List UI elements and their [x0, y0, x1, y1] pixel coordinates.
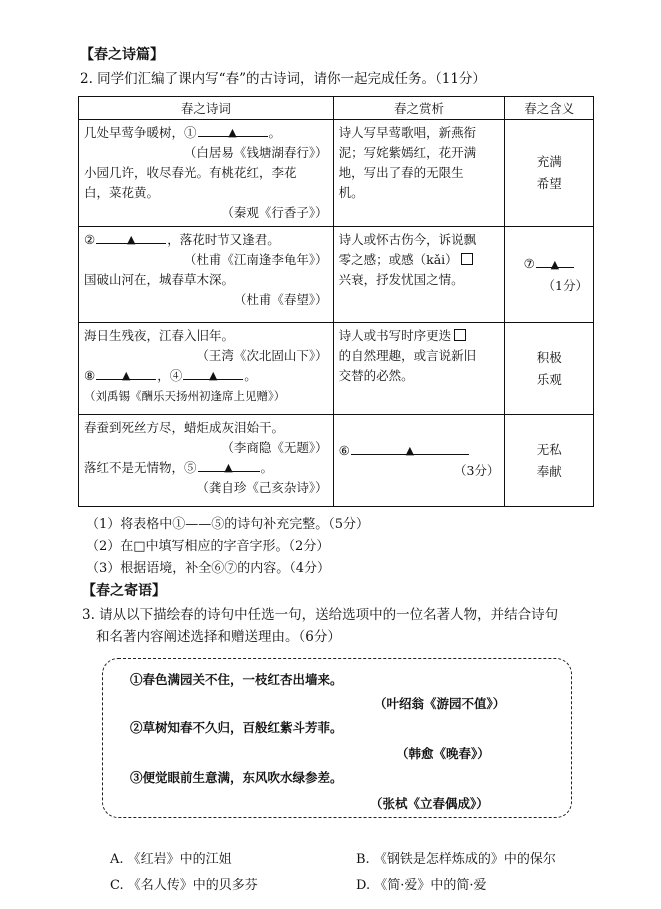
meaning-text: 奉献 — [536, 463, 562, 479]
poem-source: （王湾《次北固山下》） — [196, 348, 328, 363]
poem-line: 国破山河在，城春草木深。 — [84, 272, 235, 287]
option-d[interactable]: D. 《简·爱》中的简·爱 — [356, 878, 487, 893]
poem-line: ⑧ — [84, 368, 96, 383]
answer-blank[interactable] — [198, 126, 268, 137]
poem-line: ② — [84, 232, 96, 247]
poem-source: （白居易《钱塘湖春行》） — [183, 145, 328, 160]
poem-line: 海日生残夜，江春入旧年。 — [84, 328, 235, 343]
poetry-table — [78, 96, 594, 507]
question-3-prompt-line2: 和名著内容阐述选择和赠送理由。（6分） — [96, 629, 341, 645]
blank-marker-icon: ▲ — [228, 126, 237, 139]
poem-line: ，④ — [157, 368, 183, 383]
poem-line: ，落花时节又逢君。 — [167, 232, 280, 247]
poem-source: （龚自珍《己亥杂诗》） — [196, 480, 328, 495]
blank-marker-icon: ▲ — [121, 369, 131, 382]
meaning-points: （1分） — [542, 277, 588, 293]
blank-marker-icon: ▲ — [126, 233, 136, 246]
poem-cell — [79, 415, 334, 507]
poem-line: 落红不是无情物，⑤ — [84, 460, 197, 475]
analysis-cell — [333, 415, 505, 507]
option-a[interactable]: A. 《红岩》中的江姐 — [110, 852, 232, 867]
answer-blank[interactable] — [96, 369, 156, 380]
fill-in-box[interactable] — [454, 329, 466, 341]
blank-marker-icon: ▲ — [550, 257, 560, 271]
option-b[interactable]: B. 《钢铁是怎样炼成的》中的保尔 — [356, 852, 556, 867]
table-row — [79, 323, 594, 415]
table-header-row — [79, 97, 594, 120]
header-analysis: 春之赏析 — [333, 97, 505, 120]
poem-source: （杜甫《江南逢李龟年》） — [183, 252, 328, 267]
answer-blank[interactable] — [536, 257, 574, 271]
poem-source-2: （韩愈《晚春》） — [396, 746, 490, 761]
meaning-cell — [505, 227, 594, 323]
poem-option-2: ②草树知春不久归，百般红紫斗芳菲。 — [130, 720, 343, 735]
answer-blank[interactable] — [198, 461, 260, 472]
poem-cell: 几处早莺争暖树，① ▲ 。 （白居易《钱塘湖春行》） 小园几许，收尽春光。有桃花红，李花 白，菜花黄。 （秦观《行香子》） — [79, 120, 334, 227]
poem-line: 小园几许，收尽春光。有桃花红，李花 — [84, 165, 297, 180]
analysis-line: 交替的必然。 — [338, 368, 414, 383]
meaning-text: 无私 — [536, 441, 562, 457]
meaning-blank-label: ⑦ — [523, 255, 535, 271]
meaning-cell — [505, 415, 594, 507]
poem-cell — [79, 323, 334, 415]
question-2-prompt: 2. 同学们汇编了课内写“春”的古诗词，请你一起完成任务。（11分） — [80, 71, 486, 87]
poem-line: 春蚕到死丝方尽，蜡炬成灰泪始干。 — [84, 420, 285, 435]
option-c[interactable]: C. 《名人传》中的贝多芬 — [110, 878, 258, 893]
answer-blank[interactable] — [96, 233, 166, 244]
header-poems: 春之诗词 — [79, 97, 334, 120]
analysis-cell — [333, 323, 505, 415]
poem-source: （李商隐《无题》） — [221, 440, 328, 455]
task-3: （3）根据语境，补全⑥⑦的内容。（4分） — [86, 561, 331, 576]
question-3-prompt-line1: 3. 请从以下描绘春的诗句中任选一句，送给选项中的一位名著人物，并结合诗句 — [82, 607, 559, 623]
poem-source: （杜甫《春望》） — [233, 292, 328, 307]
analysis-line: 诗人或书写时序更迭 — [338, 328, 452, 343]
meaning-text: 积极 — [536, 349, 562, 365]
meaning-text: 乐观 — [536, 371, 562, 387]
task-2: （2）在□中填写相应的字音字形。（2分） — [86, 539, 330, 554]
analysis-line: 地，写出了春的无限生 — [338, 165, 464, 180]
task-1: （1）将表格中①——⑤的诗句补充完整。（5分） — [86, 517, 370, 532]
analysis-points: （3分） — [453, 462, 500, 478]
analysis-line: 的自然理趣，或言说新旧 — [338, 348, 477, 363]
section-header-spring-message: 【春之寄语】 — [82, 583, 166, 599]
poem-source: （刘禹锡《酬乐天扬州初逢席上见赠》） — [84, 389, 286, 403]
poem-source: （秦观《行香子》） — [221, 205, 328, 220]
analysis-blank-label: ⑥ — [338, 442, 350, 458]
analysis-line: 机。 — [338, 185, 364, 200]
analysis-line: 兴衰，抒发忧国之情。 — [338, 272, 464, 287]
analysis-line: 诗人写早莺歌唱，新燕衔 — [338, 125, 477, 140]
poem-cell — [79, 227, 334, 323]
analysis-cell — [333, 227, 505, 323]
analysis-line: 零之感；或感（kǎi） — [338, 252, 458, 267]
table-row — [79, 227, 594, 323]
analysis-cell — [333, 120, 505, 227]
poem-option-1: ①春色满园关不住，一枝红杏出墙来。 — [130, 672, 343, 687]
meaning-cell — [505, 323, 594, 415]
poem-line: 。 — [244, 368, 257, 383]
poem-line: 几处早莺争暖树，① — [84, 125, 197, 140]
meaning-text: 充满 — [536, 154, 562, 169]
answer-blank[interactable] — [351, 444, 469, 455]
blank-marker-icon: ▲ — [405, 443, 415, 457]
header-meaning: 春之含义 — [505, 97, 594, 120]
poem-line: 白，菜花黄。 — [84, 185, 160, 200]
poem-option-3: ③便觉眼前生意满，东风吹水绿参差。 — [130, 770, 343, 785]
analysis-line: 泥；写姹紫嫣红，花开满 — [338, 145, 477, 160]
fill-in-box[interactable] — [461, 253, 473, 265]
analysis-line: 诗人或怀古伤今，诉说飘 — [338, 232, 477, 247]
meaning-text: 希望 — [536, 176, 562, 191]
blank-marker-icon: ▲ — [224, 461, 233, 474]
meaning-cell — [505, 120, 594, 227]
poem-line: 。 — [260, 460, 274, 475]
section-header-spring-poems: 【春之诗篇】 — [80, 47, 164, 63]
poem-source-1: （叶绍翁《游园不值》） — [374, 696, 506, 711]
poem-source-3: （张栻《立春偶成》） — [370, 796, 489, 811]
table-row — [79, 415, 594, 507]
table-row — [79, 120, 594, 227]
answer-blank[interactable] — [183, 369, 243, 380]
blank-marker-icon: ▲ — [209, 369, 218, 382]
